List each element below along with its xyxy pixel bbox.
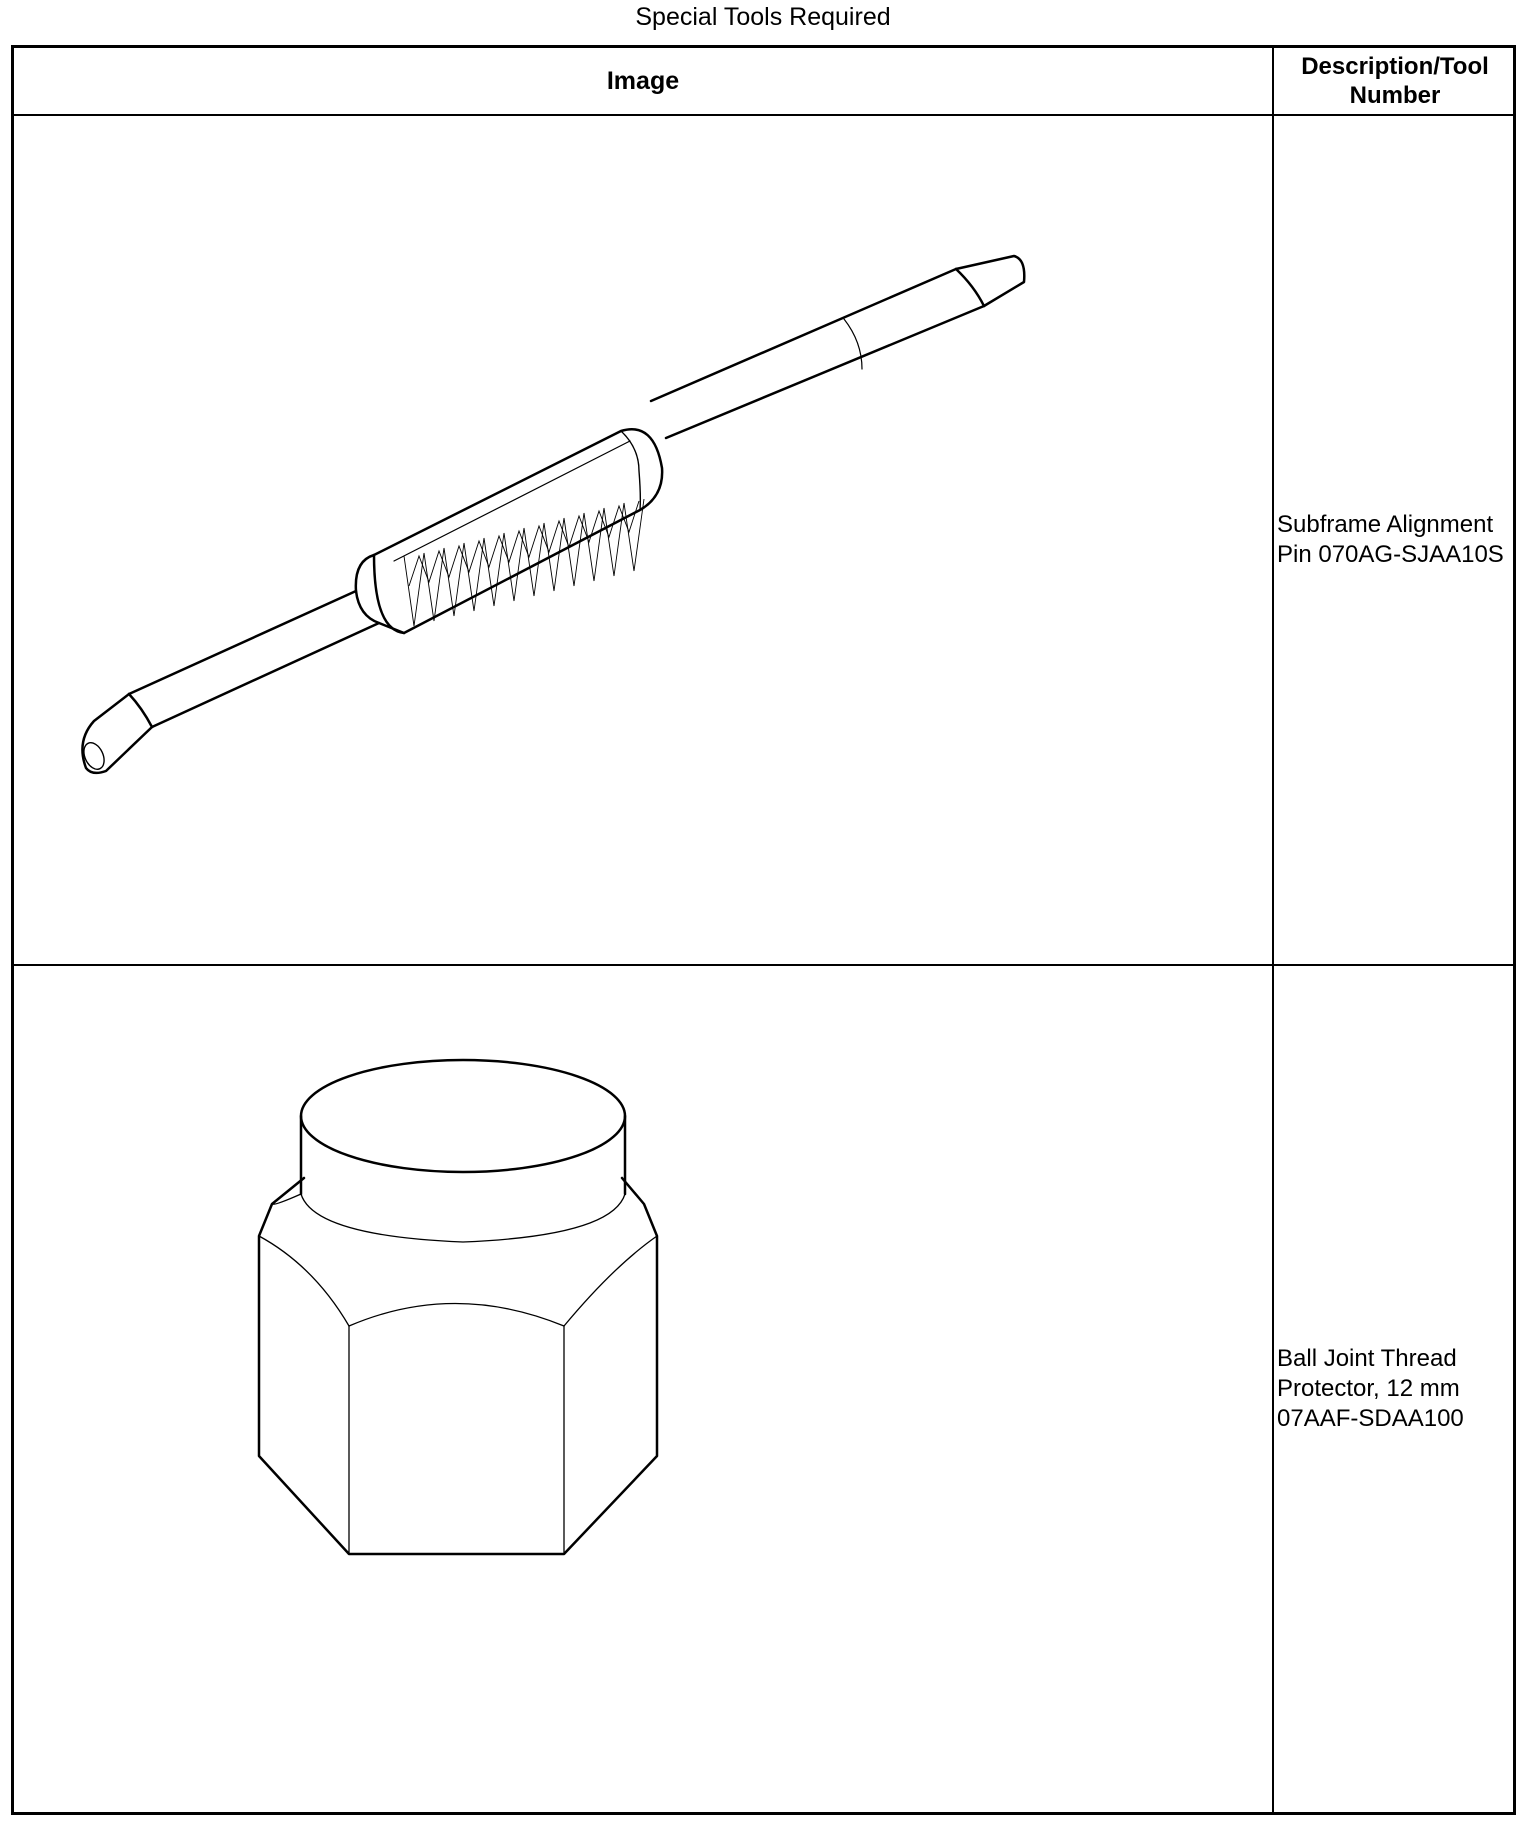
column-divider <box>1272 966 1274 1812</box>
thread-protector-drawing <box>14 966 1272 1812</box>
tool-description-cell <box>1277 966 1515 1812</box>
thread-protector-illustration <box>14 966 1272 1812</box>
page-title: Special Tools Required <box>635 3 891 31</box>
column-divider <box>1272 48 1274 114</box>
column-divider <box>1272 116 1274 964</box>
table-row <box>14 116 1513 966</box>
alignment-pin-drawing <box>14 116 1272 966</box>
tool-description: Ball Joint Thread Protector, 12 mm 07AAF-SDAA100 <box>1277 1345 1464 1432</box>
special-tools-table <box>11 45 1516 1815</box>
table-header-row <box>14 48 1513 116</box>
tool-description: Subframe Alignment Pin 070AG-SJAA10S <box>1277 511 1504 568</box>
header-description <box>1274 48 1516 114</box>
header-description-label: Description/Tool Number <box>1301 53 1489 109</box>
header-image: Image <box>606 66 680 95</box>
alignment-pin-illustration <box>14 116 1272 964</box>
table-row <box>14 966 1513 1812</box>
tool-description-cell <box>1277 116 1515 964</box>
